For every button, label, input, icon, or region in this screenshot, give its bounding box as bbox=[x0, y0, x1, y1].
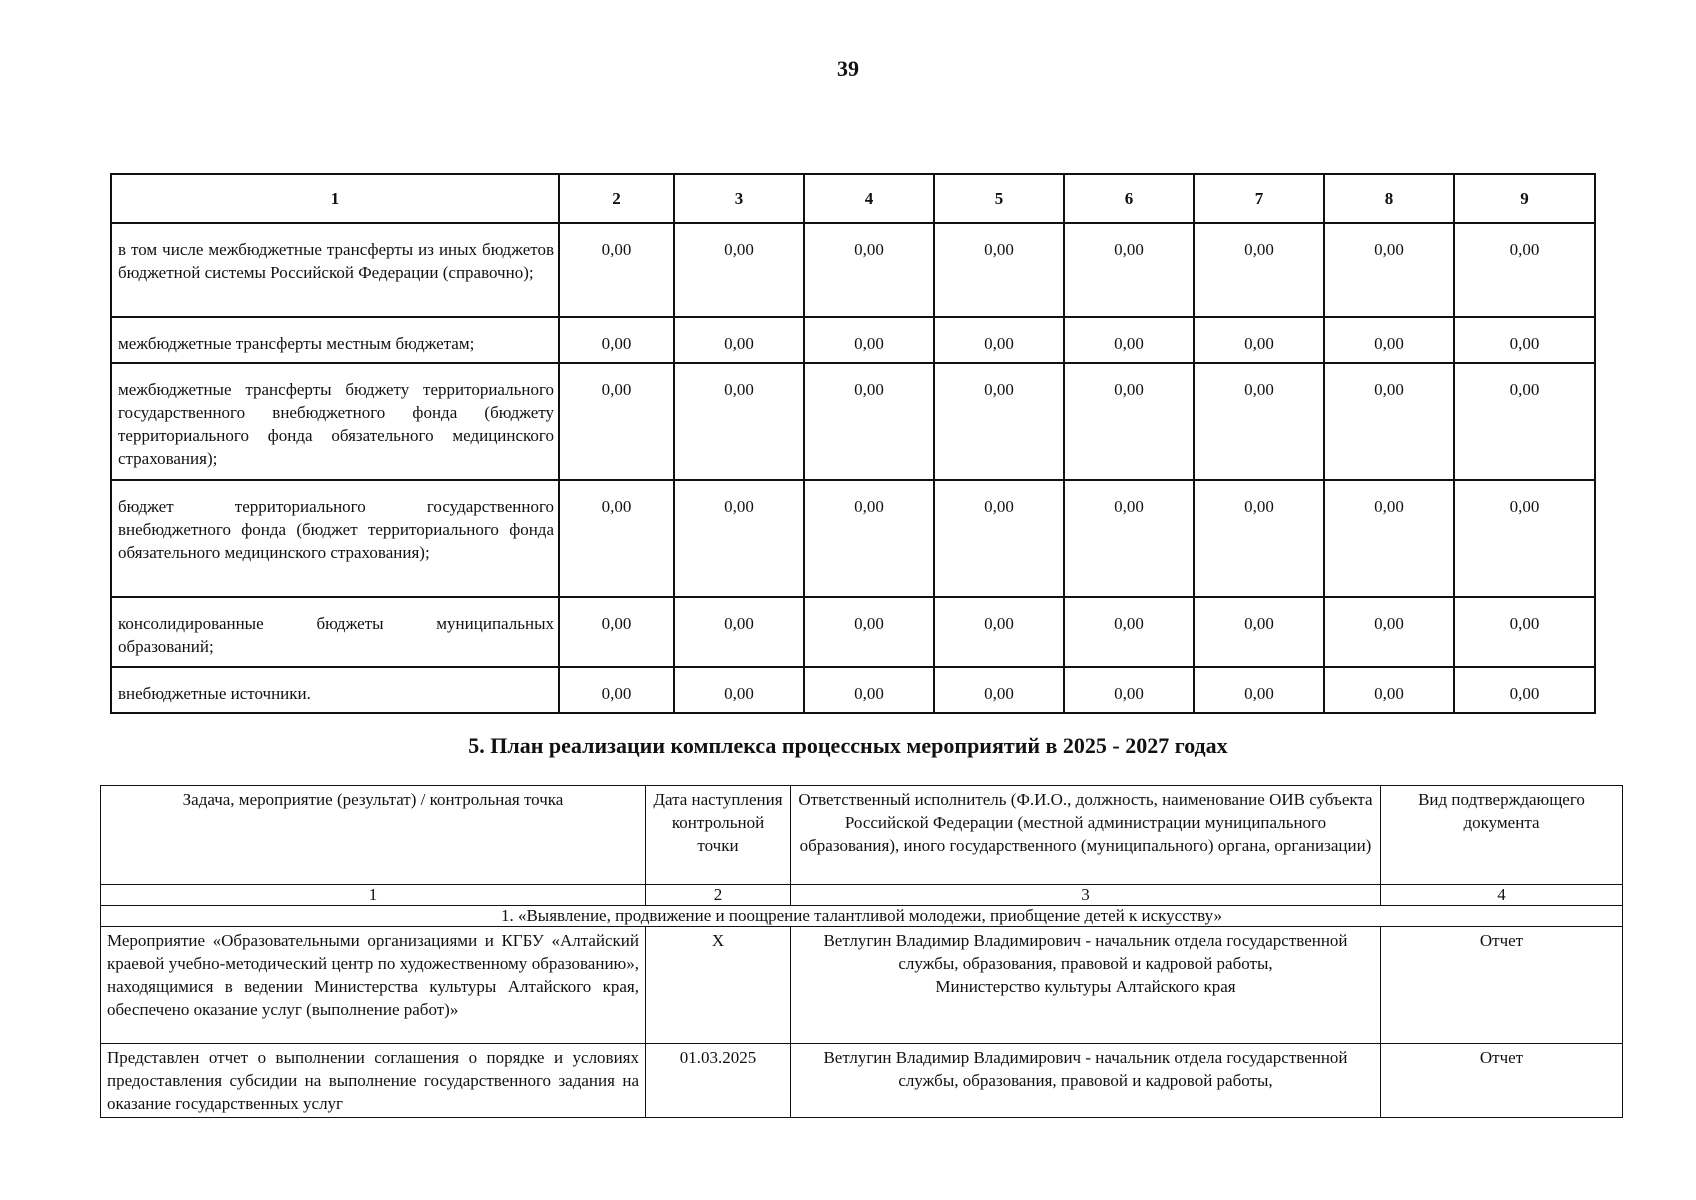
value-cell: 0,00 bbox=[1194, 597, 1324, 667]
value-cell: 0,00 bbox=[1454, 667, 1595, 713]
value-cell: 0,00 bbox=[1324, 363, 1454, 480]
header-cell: Вид подтверждающего документа bbox=[1381, 786, 1623, 885]
value-cell: 0,00 bbox=[934, 363, 1064, 480]
document-cell: Отчет bbox=[1381, 927, 1623, 1044]
value-cell: 0,00 bbox=[1194, 363, 1324, 480]
column-number: 4 bbox=[1381, 885, 1623, 906]
budget-table-header-row bbox=[111, 174, 1595, 223]
value-cell: 0,00 bbox=[1194, 480, 1324, 597]
table-row bbox=[101, 927, 1623, 1044]
value-cell: 0,00 bbox=[559, 667, 674, 713]
value-cell: 0,00 bbox=[674, 223, 804, 317]
value-cell: 0,00 bbox=[1194, 317, 1324, 363]
task-row bbox=[101, 906, 1623, 927]
executor-cell: Ветлугин Владимир Владимирович - начальник отдела государственной службы, образования, правовой и кадровой работы, bbox=[791, 1044, 1381, 1118]
table-row bbox=[111, 317, 1595, 363]
value-cell: 0,00 bbox=[1454, 223, 1595, 317]
header-cell: 5 bbox=[934, 174, 1064, 223]
value-cell: 0,00 bbox=[1194, 223, 1324, 317]
value-cell: 0,00 bbox=[674, 363, 804, 480]
value-cell: 0,00 bbox=[674, 317, 804, 363]
header-cell: 2 bbox=[559, 174, 674, 223]
value-cell: 0,00 bbox=[1324, 480, 1454, 597]
column-number: 2 bbox=[646, 885, 791, 906]
value-cell: 0,00 bbox=[804, 223, 934, 317]
value-cell: 0,00 bbox=[1324, 223, 1454, 317]
value-cell: 0,00 bbox=[934, 223, 1064, 317]
header-cell: 7 bbox=[1194, 174, 1324, 223]
row-label: межбюджетные трансферты бюджету территориального государственного внебюджетного фонда (бюджету территориального фонда обязательного медицинского страхования); bbox=[111, 363, 559, 480]
page-number: 39 bbox=[837, 56, 859, 81]
table-row bbox=[101, 1044, 1623, 1118]
header-cell: Задача, мероприятие (результат) / контрольная точка bbox=[101, 786, 646, 885]
header-cell: 3 bbox=[674, 174, 804, 223]
budget-table bbox=[110, 173, 1596, 714]
value-cell: 0,00 bbox=[934, 597, 1064, 667]
value-cell: 0,00 bbox=[804, 597, 934, 667]
header-cell: 4 bbox=[804, 174, 934, 223]
value-cell: 0,00 bbox=[804, 363, 934, 480]
header-cell: 8 bbox=[1324, 174, 1454, 223]
value-cell: 0,00 bbox=[1454, 480, 1595, 597]
task-title: 1. «Выявление, продвижение и поощрение талантливой молодежи, приобщение детей к искусству» bbox=[101, 906, 1623, 927]
value-cell: 0,00 bbox=[1064, 363, 1194, 480]
table-row bbox=[111, 480, 1595, 597]
value-cell: 0,00 bbox=[559, 597, 674, 667]
value-cell: 0,00 bbox=[934, 667, 1064, 713]
value-cell: 0,00 bbox=[804, 667, 934, 713]
implementation-plan-table bbox=[100, 785, 1623, 1118]
event-cell: Представлен отчет о выполнении соглашения о порядке и условиях предоставления субсидии на выполнение государственного задания на оказание государственных услуг bbox=[101, 1044, 646, 1118]
plan-table-header-row bbox=[101, 786, 1623, 885]
value-cell: 0,00 bbox=[1324, 317, 1454, 363]
value-cell: 0,00 bbox=[1454, 317, 1595, 363]
column-number: 1 bbox=[101, 885, 646, 906]
executor-cell bbox=[791, 927, 1381, 1044]
event-cell: Мероприятие «Образовательными организациями и КГБУ «Алтайский краевой учебно-методический центр по художественному образованию», находящимися в ведении Министерства культуры Алтайского края, обеспечено оказание услуг (выполнение работ)» bbox=[101, 927, 646, 1044]
value-cell: 0,00 bbox=[674, 667, 804, 713]
value-cell: 0,00 bbox=[674, 480, 804, 597]
document-cell: Отчет bbox=[1381, 1044, 1623, 1118]
value-cell: 0,00 bbox=[804, 480, 934, 597]
value-cell: 0,00 bbox=[1194, 667, 1324, 713]
date-cell: 01.03.2025 bbox=[646, 1044, 791, 1118]
value-cell: 0,00 bbox=[559, 223, 674, 317]
value-cell: 0,00 bbox=[1454, 597, 1595, 667]
header-cell: Дата наступления контрольной точки bbox=[646, 786, 791, 885]
row-label: внебюджетные источники. bbox=[111, 667, 559, 713]
executor-text: Ветлугин Владимир Владимирович - начальник отдела государственной службы, образования, правовой и кадровой работы, bbox=[823, 931, 1348, 973]
value-cell: 0,00 bbox=[1324, 597, 1454, 667]
row-label: консолидированные бюджеты муниципальных образований; bbox=[111, 597, 559, 667]
value-cell: 0,00 bbox=[1064, 667, 1194, 713]
header-cell: 9 bbox=[1454, 174, 1595, 223]
table-row bbox=[111, 667, 1595, 713]
value-cell: 0,00 bbox=[559, 480, 674, 597]
column-number-row bbox=[101, 885, 1623, 906]
value-cell: 0,00 bbox=[559, 363, 674, 480]
row-label: межбюджетные трансферты местным бюджетам; bbox=[111, 317, 559, 363]
value-cell: 0,00 bbox=[674, 597, 804, 667]
row-label: бюджет территориального государственного внебюджетного фонда (бюджет территориального фонда обязательного медицинского страхования); bbox=[111, 480, 559, 597]
executor-organization: Министерство культуры Алтайского края bbox=[935, 977, 1236, 996]
value-cell: 0,00 bbox=[1064, 317, 1194, 363]
value-cell: 0,00 bbox=[1064, 480, 1194, 597]
value-cell: 0,00 bbox=[934, 317, 1064, 363]
value-cell: 0,00 bbox=[1324, 667, 1454, 713]
row-label: в том числе межбюджетные трансферты из иных бюджетов бюджетной системы Российской Федерации (справочно); bbox=[111, 223, 559, 317]
value-cell: 0,00 bbox=[559, 317, 674, 363]
section-title: 5. План реализации комплекса процессных мероприятий в 2025 - 2027 годах bbox=[468, 733, 1228, 758]
table-row bbox=[111, 223, 1595, 317]
value-cell: 0,00 bbox=[1454, 363, 1595, 480]
column-number: 3 bbox=[791, 885, 1381, 906]
table-row bbox=[111, 363, 1595, 480]
date-cell: X bbox=[646, 927, 791, 1044]
header-cell: Ответственный исполнитель (Ф.И.О., должность, наименование ОИВ субъекта Российской Федерации (местной администрации муниципального образования), иного государственного (муниципального) органа, организации) bbox=[791, 786, 1381, 885]
header-cell: 6 bbox=[1064, 174, 1194, 223]
value-cell: 0,00 bbox=[1064, 597, 1194, 667]
value-cell: 0,00 bbox=[934, 480, 1064, 597]
table-row bbox=[111, 597, 1595, 667]
value-cell: 0,00 bbox=[1064, 223, 1194, 317]
value-cell: 0,00 bbox=[804, 317, 934, 363]
header-cell: 1 bbox=[111, 174, 559, 223]
